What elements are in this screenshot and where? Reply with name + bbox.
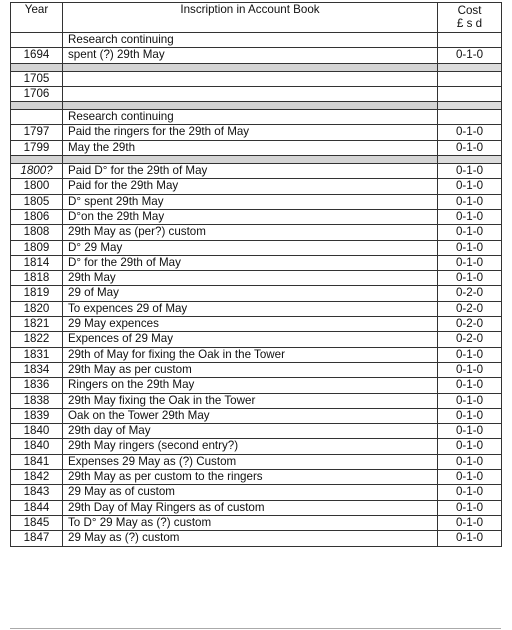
inscription-cell: To D° 29 May as (?) custom	[63, 515, 438, 530]
year-cell: 1705	[11, 71, 63, 86]
inscription-cell: D° spent 29th May	[63, 194, 438, 209]
inscription-cell: To expences 29 of May	[63, 301, 438, 316]
separator-cell	[63, 63, 438, 71]
cost-cell: 0-1-0	[438, 393, 502, 408]
inscription-cell: Paid the ringers for the 29th of May	[63, 125, 438, 140]
cost-cell: 0-2-0	[438, 317, 502, 332]
inscription-cell: D° for the 29th of May	[63, 255, 438, 270]
table-row	[11, 110, 502, 125]
table-row	[11, 86, 502, 101]
cost-cell	[438, 110, 502, 125]
inscription-cell: Paid for the 29th May	[63, 179, 438, 194]
year-cell: 1694	[11, 48, 63, 63]
inscription-cell: Ringers on the 29th May	[63, 378, 438, 393]
year-cell: 1834	[11, 362, 63, 377]
table-row	[11, 515, 502, 530]
inscription-cell: Oak on the Tower 29th May	[63, 408, 438, 423]
cost-cell: 0-1-0	[438, 194, 502, 209]
year-cell: 1836	[11, 378, 63, 393]
inscription-cell: 29 May expences	[63, 317, 438, 332]
cost-cell: 0-1-0	[438, 225, 502, 240]
table-row	[11, 500, 502, 515]
account-book-table-container	[10, 2, 501, 547]
header-row	[11, 3, 502, 33]
cost-cell: 0-1-0	[438, 515, 502, 530]
inscription-cell: Expences of 29 May	[63, 332, 438, 347]
table-row	[11, 240, 502, 255]
year-cell: 1821	[11, 317, 63, 332]
year-cell: 1839	[11, 408, 63, 423]
separator-cell	[63, 156, 438, 164]
year-cell: 1800?	[11, 164, 63, 179]
inscription-cell: 29th May as per custom	[63, 362, 438, 377]
year-cell: 1809	[11, 240, 63, 255]
table-row	[11, 140, 502, 155]
cost-cell: 0-1-0	[438, 408, 502, 423]
cost-cell: 0-1-0	[438, 209, 502, 224]
cost-cell: 0-2-0	[438, 301, 502, 316]
separator-cell	[11, 102, 63, 110]
table-row	[11, 48, 502, 63]
year-cell: 1820	[11, 301, 63, 316]
cost-cell	[438, 86, 502, 101]
year-cell: 1844	[11, 500, 63, 515]
inscription-cell: 29th day of May	[63, 424, 438, 439]
inscription-cell: 29th May as (per?) custom	[63, 225, 438, 240]
inscription-cell: 29 May as (?) custom	[63, 531, 438, 546]
year-cell	[11, 33, 63, 48]
cost-column-header	[438, 3, 502, 33]
table-row	[11, 439, 502, 454]
year-cell: 1831	[11, 347, 63, 362]
cost-cell: 0-2-0	[438, 332, 502, 347]
table-row	[11, 125, 502, 140]
year-cell: 1822	[11, 332, 63, 347]
year-cell: 1799	[11, 140, 63, 155]
cost-cell: 0-1-0	[438, 439, 502, 454]
year-cell: 1840	[11, 439, 63, 454]
table-body	[11, 33, 502, 547]
table-row	[11, 408, 502, 423]
cost-cell: 0-1-0	[438, 424, 502, 439]
year-cell: 1843	[11, 485, 63, 500]
inscription-cell	[63, 71, 438, 86]
cost-cell: 0-1-0	[438, 48, 502, 63]
year-cell: 1805	[11, 194, 63, 209]
inscription-cell: 29th Day of May Ringers as of custom	[63, 500, 438, 515]
cost-units-label: £ s d	[456, 17, 483, 30]
inscription-cell: 29th May fixing the Oak in the Tower	[63, 393, 438, 408]
table-row	[11, 194, 502, 209]
cost-cell	[438, 33, 502, 48]
table-row	[11, 209, 502, 224]
table-row	[11, 393, 502, 408]
table-row	[11, 71, 502, 86]
year-cell: 1808	[11, 225, 63, 240]
section-separator-row	[11, 156, 502, 164]
table-row	[11, 179, 502, 194]
table-row	[11, 347, 502, 362]
table-row	[11, 33, 502, 48]
separator-cell	[438, 156, 502, 164]
inscription-cell: spent (?) 29th May	[63, 48, 438, 63]
table-row	[11, 362, 502, 377]
year-cell: 1841	[11, 454, 63, 469]
inscription-cell: 29th May ringers (second entry?)	[63, 439, 438, 454]
year-cell: 1800	[11, 179, 63, 194]
table-row	[11, 531, 502, 546]
separator-cell	[63, 102, 438, 110]
table-row	[11, 332, 502, 347]
cost-cell: 0-1-0	[438, 485, 502, 500]
separator-cell	[11, 156, 63, 164]
table-row	[11, 286, 502, 301]
table-row	[11, 255, 502, 270]
cost-cell: 0-1-0	[438, 125, 502, 140]
cost-cell: 0-1-0	[438, 179, 502, 194]
cost-cell	[438, 71, 502, 86]
inscription-cell: Research continuing	[63, 33, 438, 48]
table-row	[11, 454, 502, 469]
cost-cell: 0-1-0	[438, 271, 502, 286]
cost-cell: 0-1-0	[438, 255, 502, 270]
table-row	[11, 378, 502, 393]
year-cell: 1806	[11, 209, 63, 224]
cost-cell: 0-2-0	[438, 286, 502, 301]
cost-cell: 0-1-0	[438, 240, 502, 255]
cost-cell: 0-1-0	[438, 470, 502, 485]
table-row	[11, 164, 502, 179]
table-row	[11, 470, 502, 485]
table-row	[11, 225, 502, 240]
cost-header-label: Cost	[457, 4, 482, 17]
table-row	[11, 485, 502, 500]
cost-cell: 0-1-0	[438, 362, 502, 377]
separator-cell	[11, 63, 63, 71]
inscription-cell: 29th May as per custom to the ringers	[63, 470, 438, 485]
table-row	[11, 424, 502, 439]
inscription-cell: 29th May	[63, 271, 438, 286]
cost-cell: 0-1-0	[438, 378, 502, 393]
cost-cell: 0-1-0	[438, 164, 502, 179]
year-cell: 1797	[11, 125, 63, 140]
cost-cell: 0-1-0	[438, 531, 502, 546]
year-cell: 1814	[11, 255, 63, 270]
inscription-cell: D°on the 29th May	[63, 209, 438, 224]
cost-cell: 0-1-0	[438, 347, 502, 362]
inscription-cell: 29th of May for fixing the Oak in the Tower	[63, 347, 438, 362]
year-cell: 1706	[11, 86, 63, 101]
table-row	[11, 271, 502, 286]
inscription-cell: Paid D° for the 29th of May	[63, 164, 438, 179]
year-cell: 1838	[11, 393, 63, 408]
year-column-header: Year	[11, 3, 63, 33]
year-cell: 1818	[11, 271, 63, 286]
section-separator-row	[11, 63, 502, 71]
year-cell: 1845	[11, 515, 63, 530]
inscription-cell: D° 29 May	[63, 240, 438, 255]
inscription-cell: Expenses 29 May as (?) Custom	[63, 454, 438, 469]
year-cell: 1847	[11, 531, 63, 546]
inscription-cell	[63, 86, 438, 101]
year-cell	[11, 110, 63, 125]
table-row	[11, 317, 502, 332]
inscription-cell: May the 29th	[63, 140, 438, 155]
inscription-cell: Research continuing	[63, 110, 438, 125]
section-separator-row	[11, 102, 502, 110]
separator-cell	[438, 63, 502, 71]
inscription-cell: 29 of May	[63, 286, 438, 301]
inscription-cell: 29 May as of custom	[63, 485, 438, 500]
year-cell: 1840	[11, 424, 63, 439]
inscription-column-header: Inscription in Account Book	[63, 3, 438, 33]
account-book-table	[10, 2, 502, 547]
cost-cell: 0-1-0	[438, 500, 502, 515]
separator-cell	[438, 102, 502, 110]
year-cell: 1819	[11, 286, 63, 301]
page-bottom-rule	[10, 628, 501, 629]
year-cell: 1842	[11, 470, 63, 485]
cost-cell: 0-1-0	[438, 454, 502, 469]
cost-cell: 0-1-0	[438, 140, 502, 155]
table-row	[11, 301, 502, 316]
